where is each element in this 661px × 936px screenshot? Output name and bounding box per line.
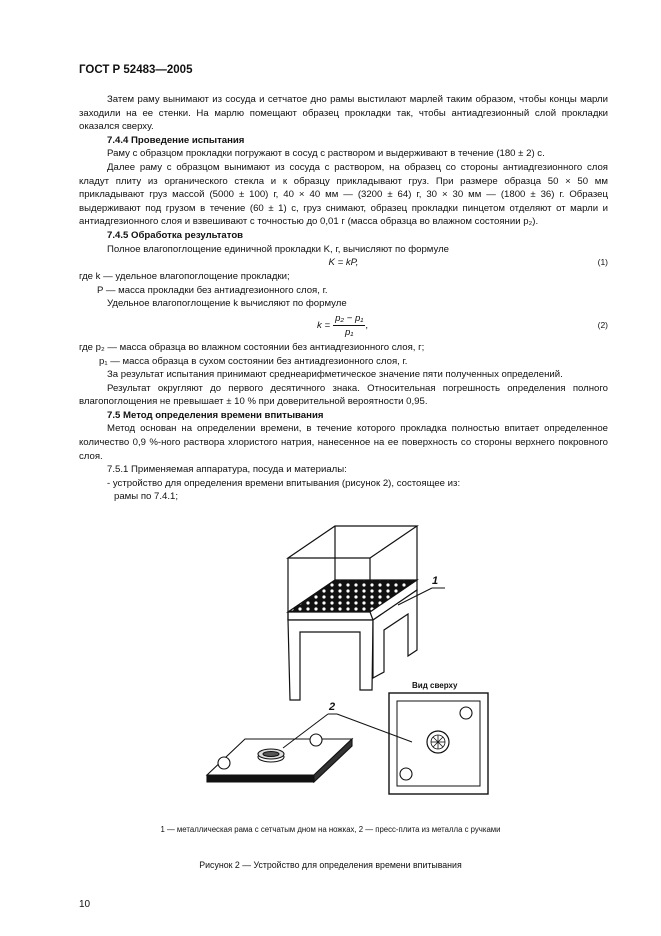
definition-k: где k — удельное влагопоглощение прокладки; — [79, 271, 290, 283]
top-view-illustration — [389, 693, 488, 794]
heading-7-4-5: 7.4.5 Обработка результатов — [107, 229, 244, 241]
page-number: 10 — [79, 899, 91, 910]
formula-2-denominator: p₁ — [345, 326, 354, 338]
formula-2-lhs: k = — [317, 319, 331, 331]
figure-label-1: 1 — [432, 575, 439, 587]
paragraph-frame-gauze: Затем раму вынимают из сосуда и сетчатое дно рамы выстилают марлей таким образом, чтобы концы марли заходили на ее стенки. На марлю помещают образец прокладки так, чтобы антиадгезионный слой прокладки оказался сверху. — [79, 94, 608, 133]
frame-illustration — [288, 526, 417, 700]
definition-P: P — масса прокладки без антиадгезионного слоя, г. — [97, 284, 328, 296]
figure-legend: 1 — металлическая рама с сетчатым дном на ножках, 2 — пресс-плита из металла с ручками — [160, 825, 501, 834]
list-item-frame: рамы по 7.4.1; — [114, 491, 179, 503]
paragraph-result-mean: За результат испытания принимают среднеарифметическое значение пяти полученных определений. — [107, 369, 563, 381]
formula-1-number: (1) — [597, 257, 608, 268]
page-header-title: ГОСТ Р 52483—2005 — [79, 64, 193, 76]
formula-2-numerator: p₂ − p₁ — [335, 312, 364, 324]
formula-2-end: , — [365, 319, 369, 331]
definition-p2: где p₂ — масса образца во влажном состоянии без антиадгезионного слоя, г; — [79, 341, 425, 353]
heading-7-4-4: 7.4.4 Проведение испытания — [107, 134, 245, 146]
paragraph-rounding: Результат округляют до первого десятичного знака. Относительная погрешность определения полного влагопоглощения не превышает ± 10 % при доверительной вероятности 0,95. — [79, 382, 608, 408]
formula-1-expression: K = kP, — [328, 257, 359, 269]
definition-p1: p₁ — масса образца в сухом состоянии без антиадгезионного слоя, г. — [99, 355, 408, 367]
paragraph-load: Далее раму с образцом вынимают из сосуда с раствором, на образец со стороны антиадгезионного слоя кладут плиту из органического стекла и к образцу прикладывают груз. При размере образца 50 × 50 мм прикладывают груз массой (5000 ± 100) г, 40 × 40 мм — (3200 ± 64) г, 30 × 30 мм — (1800 ± 36) г. Образец выдерживают под грузом в течение (60 ± 1) с, груз снимают, образец прокладки пинцетом отделяют от марли и антиадгезионного слоя и взвешивают с точностью до 0,01 г (масса образца во влажном состоянии p₂). — [79, 161, 608, 228]
list-item-device: - устройство для определения времени впитывания (рисунок 2), состоящее из: — [107, 477, 461, 489]
figure-caption: Рисунок 2 — Устройство для определения времени впитывания — [199, 860, 462, 870]
paragraph-formula1-intro: Полное влагопоглощение единичной прокладки K, г, вычисляют по формуле — [107, 243, 450, 255]
formula-2-number: (2) — [597, 319, 608, 330]
paragraph-formula2-intro: Удельное влагопоглощение k вычисляют по формуле — [107, 298, 347, 310]
top-view-label: Вид сверху — [412, 681, 458, 690]
press-plate-illustration — [207, 734, 352, 782]
paragraph-7-5-1: 7.5.1 Применяемая аппаратура, посуда и материалы: — [107, 464, 347, 476]
paragraph-immersion: Раму с образцом прокладки погружают в сосуд с раствором и выдерживают в течение (180 ± 2) с. — [107, 148, 545, 160]
figure-label-2: 2 — [329, 701, 336, 713]
paragraph-method: Метод основан на определении времени, в течение которого прокладка полностью впитает определенное количество 0,9 %-ного раствора хлористого натрия, нанесенное на ее поверхность со стороны верхнего покровного слоя. — [79, 423, 608, 462]
heading-7-5: 7.5 Метод определения времени впитывания — [107, 409, 324, 421]
